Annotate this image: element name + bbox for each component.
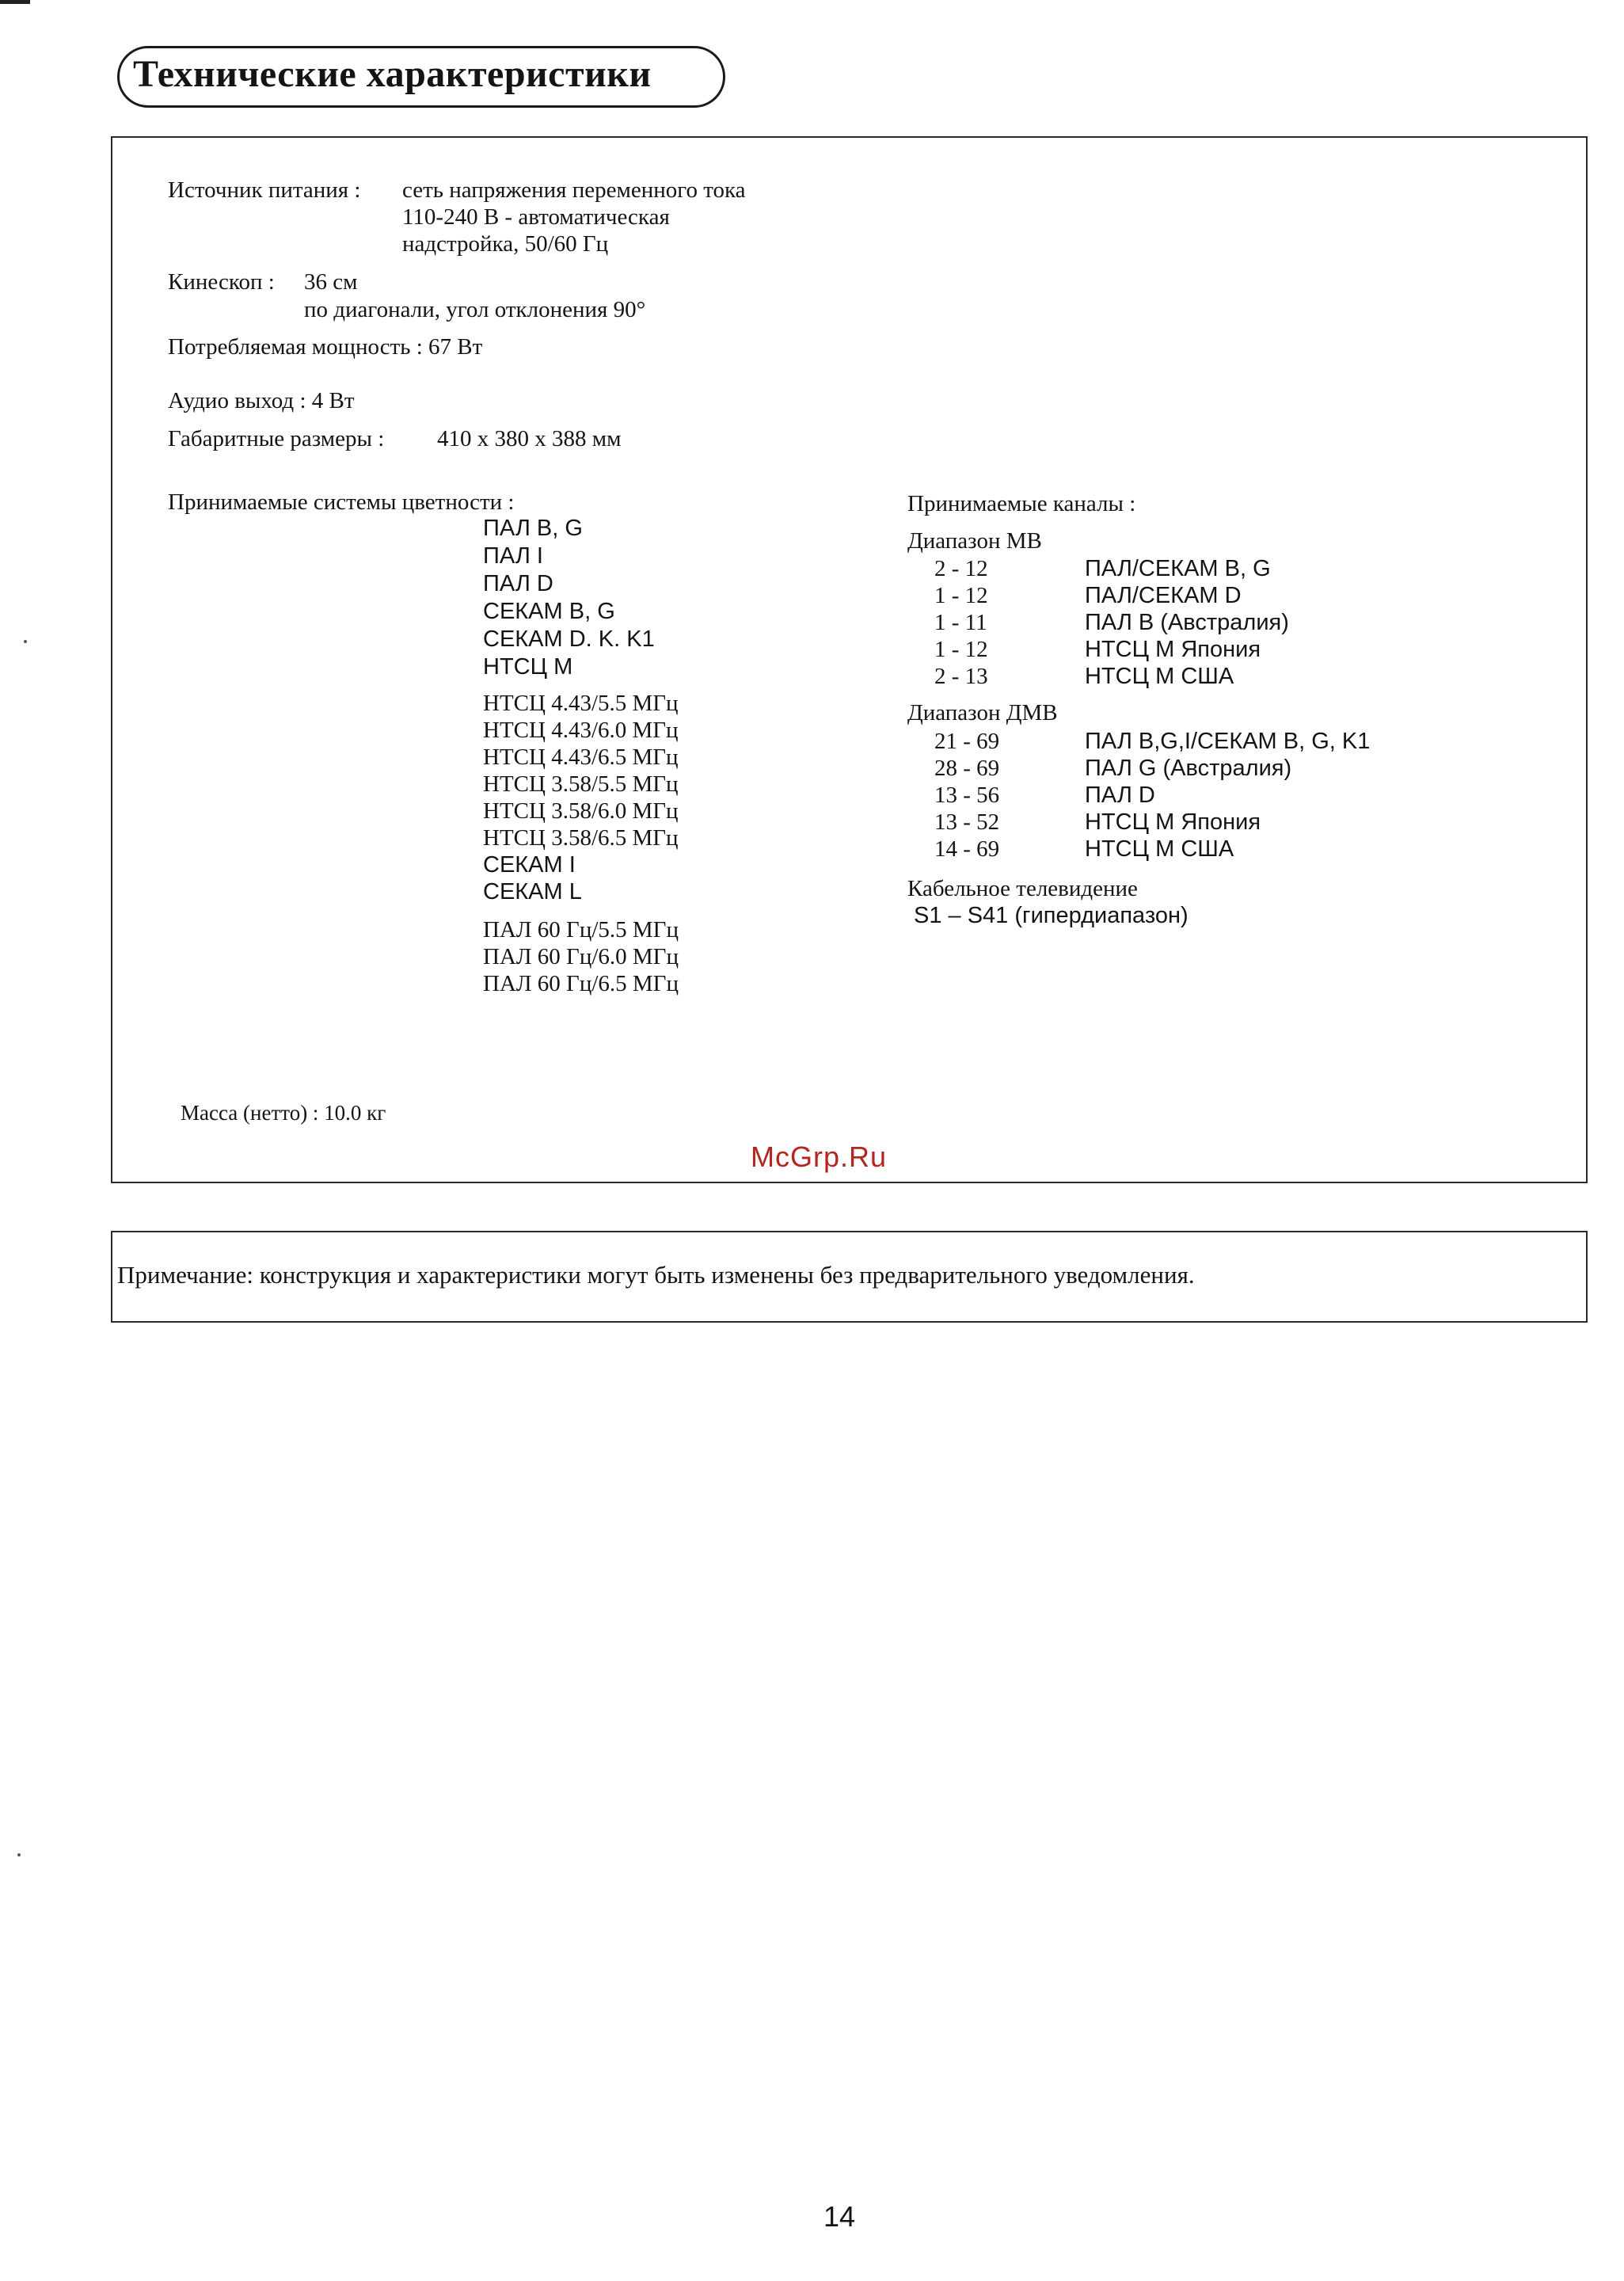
color-system-item: НТСЦ 3.58/6.0 МГц xyxy=(483,798,679,824)
power-consumption: Потребляемая мощность : 67 Вт xyxy=(168,334,483,360)
uhf-range: 13 - 56 xyxy=(934,783,1000,808)
power-line-3: надстройка, 50/60 Гц xyxy=(402,231,609,257)
page-title: Технические характеристики xyxy=(133,53,652,95)
color-system-item: НТСЦ M xyxy=(483,654,573,680)
vhf-system: ПАЛ/СЕКАМ B, G xyxy=(1085,556,1271,581)
color-system-item: НТСЦ 3.58/6.5 МГц xyxy=(483,825,679,851)
uhf-range: 21 - 69 xyxy=(934,729,1000,754)
dimensions-label: Габаритные размеры : xyxy=(168,426,385,451)
vhf-range: 2 - 13 xyxy=(934,664,988,689)
uhf-range: 14 - 69 xyxy=(934,836,1000,862)
color-system-item: НТСЦ 3.58/5.5 МГц xyxy=(483,771,679,797)
color-system-item: НТСЦ 4.43/6.5 МГц xyxy=(483,744,679,770)
power-line-1: сеть напряжения переменного тока xyxy=(402,177,746,203)
scan-corner-mark xyxy=(0,0,30,4)
net-weight: Масса (нетто) : 10.0 кг xyxy=(181,1101,386,1125)
color-system-item: ПАЛ 60 Гц/5.5 МГц xyxy=(483,917,679,942)
color-system-item: ПАЛ 60 Гц/6.0 МГц xyxy=(483,944,679,969)
uhf-system: НТСЦ M США xyxy=(1085,836,1234,862)
vhf-system: НТСЦ M США xyxy=(1085,664,1234,689)
uhf-system: ПАЛ D xyxy=(1085,783,1155,808)
scan-speck xyxy=(24,640,27,643)
vhf-range: 2 - 12 xyxy=(934,556,988,581)
vhf-system: НТСЦ M Япония xyxy=(1085,637,1261,662)
color-system-item: ПАЛ D xyxy=(483,571,553,596)
tube-label: Кинескоп : xyxy=(168,269,275,295)
cable-heading: Кабельное телевидение xyxy=(907,876,1138,901)
power-label: Источник питания : xyxy=(168,177,361,203)
power-line-2: 110-240 В - автоматическая xyxy=(402,204,670,230)
vhf-range: 1 - 12 xyxy=(934,583,988,608)
channels-heading: Принимаемые каналы : xyxy=(907,491,1136,516)
color-system-item: ПАЛ 60 Гц/6.5 МГц xyxy=(483,971,679,996)
color-system-item: ПАЛ I xyxy=(483,543,543,569)
color-system-item: СЕКАМ D. K. K1 xyxy=(483,626,655,652)
page-number: 14 xyxy=(823,2200,856,2233)
color-systems-heading: Принимаемые системы цветности : xyxy=(168,489,515,515)
uhf-system: ПАЛ B,G,I/СЕКАМ B, G, K1 xyxy=(1085,729,1371,754)
tube-line-2: по диагонали, угол отклонения 90° xyxy=(304,297,646,322)
vhf-system: ПАЛ B (Австралия) xyxy=(1085,610,1289,635)
dimensions-value: 410 x 380 x 388 мм xyxy=(437,426,622,451)
uhf-range: 13 - 52 xyxy=(934,809,1000,835)
tube-value: 36 см xyxy=(304,269,358,295)
audio-output: Аудио выход : 4 Вт xyxy=(168,388,355,413)
uhf-heading: Диапазон ДМВ xyxy=(907,700,1058,725)
color-system-item: ПАЛ B, G xyxy=(483,516,583,541)
color-system-item: НТСЦ 4.43/5.5 МГц xyxy=(483,691,679,716)
note-text: Примечание: конструкция и характеристики могут быть изменены без предварительного уведомления. xyxy=(117,1261,1195,1289)
vhf-range: 1 - 12 xyxy=(934,637,988,662)
scan-speck xyxy=(17,1853,21,1856)
vhf-range: 1 - 11 xyxy=(934,610,987,635)
color-system-item: СЕКАМ L xyxy=(483,879,582,904)
watermark: McGrp.Ru xyxy=(751,1140,888,1173)
color-system-item: НТСЦ 4.43/6.0 МГц xyxy=(483,718,679,743)
vhf-system: ПАЛ/СЕКАМ D xyxy=(1085,583,1242,608)
cable-value: S1 – S41 (гипердиапазон) xyxy=(914,903,1189,928)
color-system-item: СЕКАМ I xyxy=(483,852,576,878)
uhf-range: 28 - 69 xyxy=(934,756,1000,781)
vhf-heading: Диапазон МВ xyxy=(907,528,1042,554)
uhf-system: НТСЦ M Япония xyxy=(1085,809,1261,835)
uhf-system: ПАЛ G (Австралия) xyxy=(1085,756,1292,781)
color-system-item: СЕКАМ B, G xyxy=(483,599,615,624)
